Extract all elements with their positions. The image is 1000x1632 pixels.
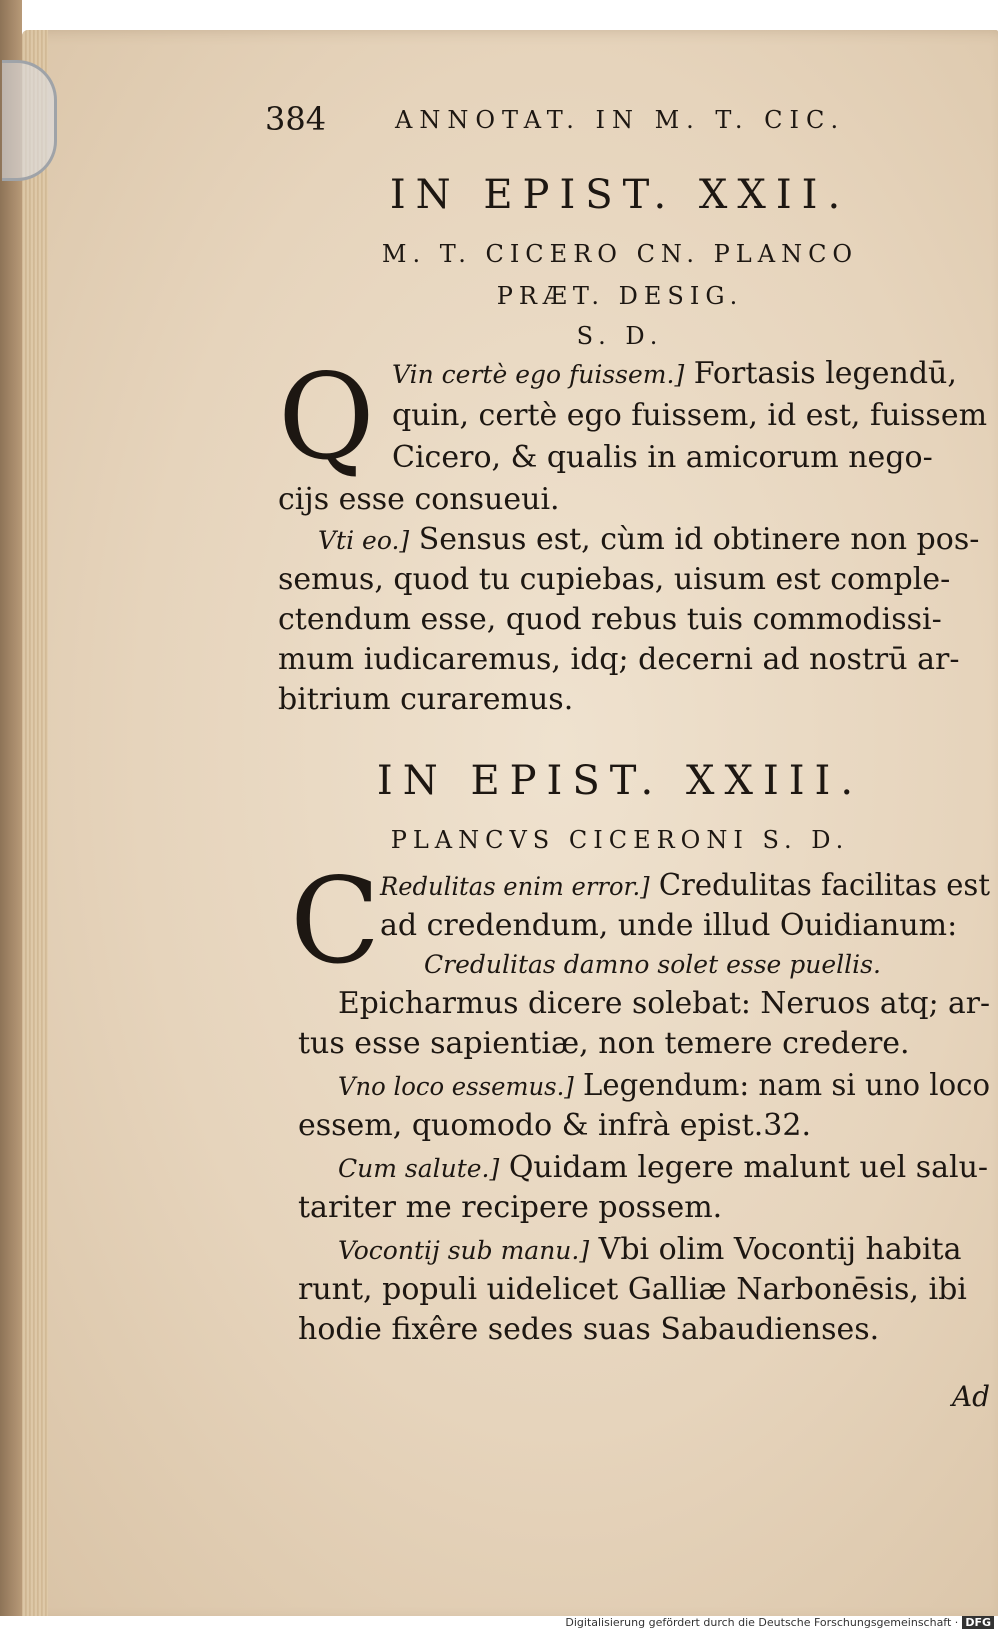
line-text: Quidam legere malunt uel salu-: [508, 1150, 989, 1185]
text-line: tariter me recipere possem.: [298, 1190, 723, 1225]
page-number: 384: [265, 100, 327, 138]
text-line: hodie fixêre sedes suas Sabaudienses.: [298, 1312, 880, 1347]
catchword: Ad: [952, 1380, 990, 1413]
running-title: ANNOTAT. IN M. T. CIC.: [395, 106, 846, 134]
text-line: mum iudicaremus, idq; decerni ad nostrū ar-: [278, 642, 960, 677]
lemma: Cum salute.]: [338, 1154, 500, 1183]
text-line: essem, quomodo & infrà epist.32.: [298, 1108, 811, 1143]
line-text: Vbi olim Vocontij habita: [598, 1232, 962, 1267]
dfg-logo: DFG: [962, 1616, 994, 1629]
text-line: [338, 1150, 988, 1185]
lemma: Vin certè ego fuissem.]: [392, 360, 685, 389]
line-text: Credulitas facilitas est: [658, 868, 990, 903]
salutation: S. D.: [576, 322, 664, 350]
line-text: Fortasis legendū,: [693, 356, 957, 391]
line-text: Sensus est, cùm id obtinere non pos-: [418, 522, 980, 557]
text-line: Epicharmus dicere solebat: Neruos atq; ar-: [338, 986, 990, 1021]
lemma: Vti eo.]: [318, 526, 410, 555]
text-line: tus esse sapientiæ, non temere credere.: [298, 1026, 910, 1061]
digitization-credit: Digitalisierung gefördert durch die Deutsche Forschungsgemeinschaft · DFG: [0, 1616, 1000, 1632]
credit-text: Digitalisierung gefördert durch die Deutsche Forschungsgemeinschaft: [565, 1616, 952, 1629]
addressee-line: PLANCVS CICERONI S. D.: [390, 826, 850, 854]
addressee-line-1: M. T. CICERO CN. PLANCO: [381, 240, 859, 268]
text-line: bitrium curaremus.: [278, 682, 574, 717]
text-line: ad credendum, unde illud Ouidianum:: [380, 908, 958, 943]
line-text: Legendum: nam si uno loco: [583, 1068, 990, 1103]
text-line: ctendum esse, quod rebus tuis commodissi-: [278, 602, 942, 637]
text-line: [380, 868, 990, 903]
text-line: [392, 356, 957, 391]
lemma: Vocontij sub manu.]: [338, 1236, 590, 1265]
text-line: quin, certè ego fuissem, id est, fuissem: [392, 398, 988, 433]
section-title-xxiii: IN EPIST. XXIII.: [376, 758, 864, 804]
addressee-line-2: PRÆT. DESIG.: [496, 282, 744, 310]
text-line: Cicero, & qualis in amicorum nego-: [392, 440, 933, 475]
lemma: Vno loco essemus.]: [338, 1072, 574, 1101]
text-line: [318, 522, 979, 557]
text-line: [338, 1068, 990, 1103]
quote-line: Credulitas damno solet esse puellis.: [424, 950, 881, 979]
text-line: semus, quod tu cupiebas, uisum est comple-: [278, 562, 951, 597]
drop-cap-q: Q: [278, 348, 375, 486]
section-title-xxii: IN EPIST. XXII.: [389, 172, 851, 218]
text-line: [338, 1232, 961, 1267]
lemma: Redulitas enim error.]: [380, 872, 650, 901]
page-header: [265, 100, 905, 144]
text-line: runt, populi uidelicet Galliæ Narbonēsis, ibi: [298, 1272, 967, 1307]
text-line: cijs esse consueui.: [278, 482, 560, 517]
drop-cap-c: C: [290, 852, 381, 990]
